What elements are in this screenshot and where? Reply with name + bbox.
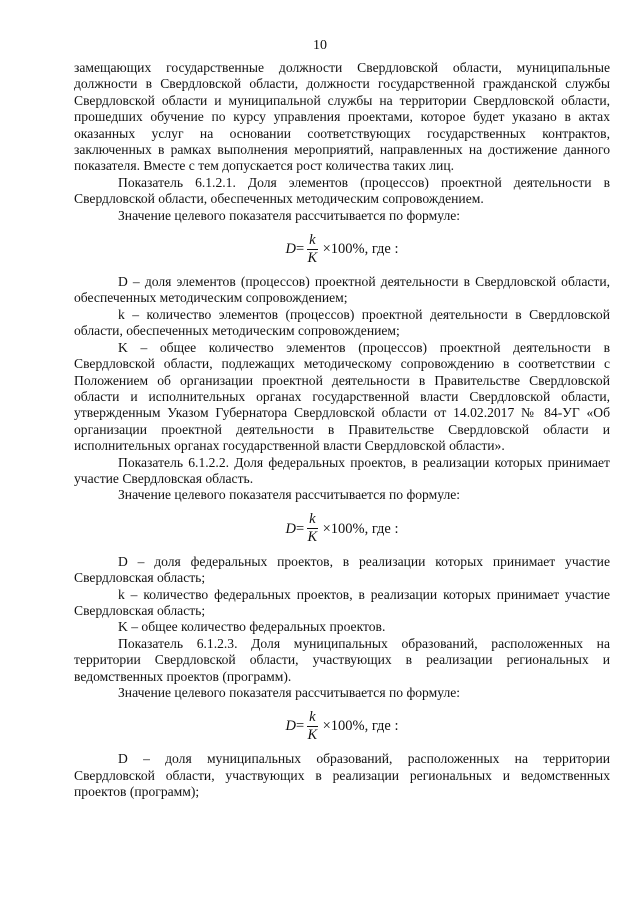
indicator-heading: Показатель 6.1.2.1. Доля элементов (процессов) проектной деятельности в Свердловской области, обеспеченных методическим сопровождением. <box>74 174 610 207</box>
indicator-heading: Показатель 6.1.2.2. Доля федеральных проектов, в реализации которых принимает участие Свердловская область. <box>74 454 610 486</box>
formula-numerator: k <box>309 231 316 248</box>
formula-denominator: K <box>307 249 318 266</box>
formula-fraction <box>307 511 317 546</box>
formula <box>74 701 610 751</box>
formula-fraction <box>307 709 317 744</box>
formula-equals: = <box>295 520 305 537</box>
formula <box>74 224 610 274</box>
formula-lhs: D <box>285 520 296 537</box>
paragraph: Значение целевого показателя рассчитывается по формуле: <box>118 207 461 223</box>
formula-fraction <box>307 232 317 267</box>
paragraph: замещающих государственные должности Свердловской области, муниципальные должности в Свердловской области, должности государственной гражданской службы Свердловской области и муниципальной службы на территории Свердловской области, прошедших обучение по курсу управления проектами, которое будет указано в актах оказанных услуг на основании соответствующих государственных контрактов, заключенных в рамках выполнения мероприятий, направленных на достижение данного показателя. Вместе с тем допускается рост количества таких лиц. <box>74 60 610 174</box>
formula-denominator: K <box>307 726 318 743</box>
formula-numerator: k <box>309 511 316 528</box>
page-number: 10 <box>313 38 327 53</box>
formula-rest: ×100%, где : <box>322 240 399 257</box>
indicator-heading: Показатель 6.1.2.3. Доля муниципальных образований, расположенных на территории Свердловской области, участвующих в реализации региональных и ведомственных проектов (программ). <box>74 635 610 684</box>
formula-equals: = <box>295 718 305 735</box>
formula-lhs: D <box>285 240 296 257</box>
document-body <box>74 60 610 801</box>
formula-lhs: D <box>285 718 296 735</box>
formula <box>74 504 610 554</box>
paragraph: Значение целевого показателя рассчитывается по формуле: <box>118 487 461 503</box>
formula-equals: = <box>295 240 305 257</box>
definition: K – общее количество элементов (процессов) проектной деятельности в Свердловской области, подлежащих методическому сопровождению в соответствии с Положением об организации проектной деятельности в Правительстве Свердловской области и исполнительных органах государственной власти Свердловской области, утвержденным Указом Губернатора Свердловской области от 14.02.2017 № 84-УГ «Об организации проектной деятельности в Правительстве Свердловской области и исполнительных органах государственной власти Свердловской области». <box>74 339 610 454</box>
formula-denominator: K <box>307 529 318 546</box>
formula-rest: ×100%, где : <box>322 520 399 537</box>
formula-numerator: k <box>309 708 316 725</box>
definition: k – количество элементов (процессов) проектной деятельности в Свердловской области, обеспеченных методическим сопровождением; <box>74 306 610 339</box>
formula-rest: ×100%, где : <box>322 718 399 735</box>
definition: k – количество федеральных проектов, в реализации которых принимает участие Свердловская область; <box>74 586 610 618</box>
definition: K – общее количество федеральных проектов. <box>118 619 386 635</box>
definition: D – доля федеральных проектов, в реализации которых принимает участие Свердловская область; <box>74 553 610 586</box>
paragraph: Значение целевого показателя рассчитывается по формуле: <box>118 685 461 700</box>
definition: D – доля муниципальных образований, расположенных на территории Свердловской области, участвующих в реализации региональных и ведомственных проектов (программ); <box>74 751 610 800</box>
definition: D – доля элементов (процессов) проектной деятельности в Свердловской области, обеспеченных методическим сопровождением; <box>74 274 610 306</box>
